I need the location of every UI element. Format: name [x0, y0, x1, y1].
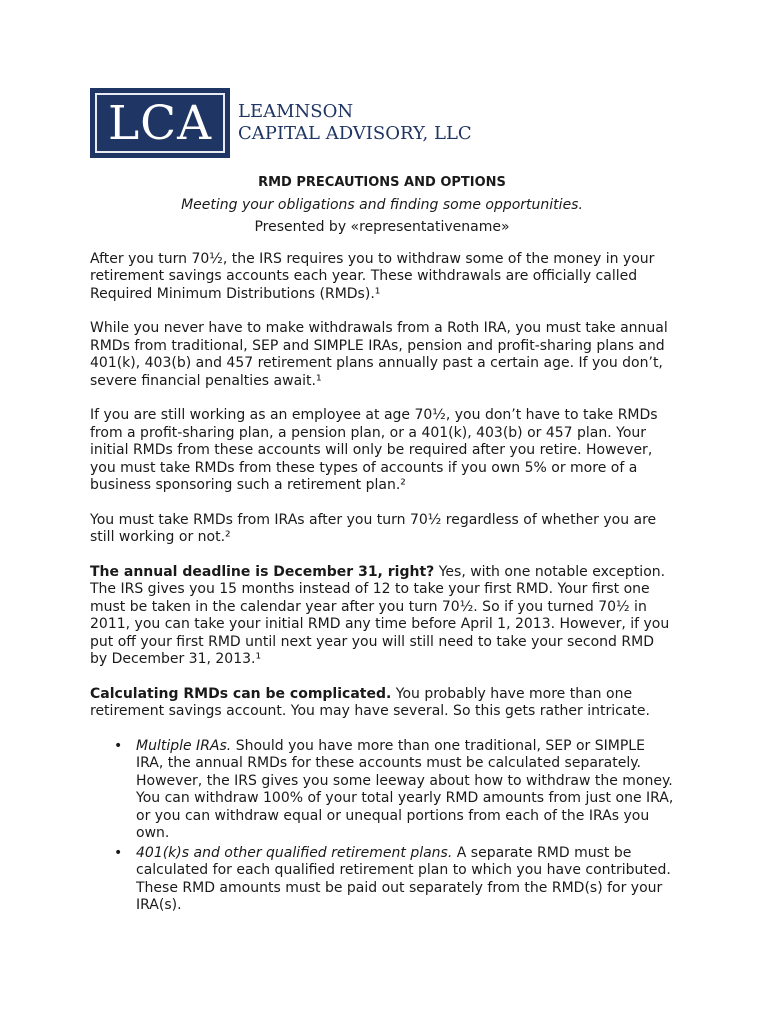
paragraph-calculating — [90, 686, 674, 721]
bullet-body: A separate RMD must be calculated for each qualified retirement plan to which you have contributed. These RMD amounts must be paid out separately from the RMD(s) for your IRA(s). — [136, 844, 671, 913]
bullet-marker: • — [114, 844, 123, 861]
deadline-body: Yes, with one notable exception. The IRS gives you 15 months instead of 12 to take your first RMD. Your first one must be taken in the calendar year after you turn 70½. So if you turned 70½ in 2011, you can take your initial RMD any time before April 1, 2013. However, if you put off your first RMD until next year you will still need to take your second RMD by December 31, 2013.¹ — [90, 563, 670, 667]
document-body — [90, 174, 674, 917]
list-item — [114, 737, 674, 843]
paragraph-intro: After you turn 70½, the IRS requires you to withdraw some of the money in your retirement savings accounts each year. These withdrawals are officially called Required Minimum Distributions (RMDs).¹ — [90, 250, 655, 302]
presented-by: Presented by «representativename» — [254, 219, 510, 235]
logo-mark — [90, 88, 230, 158]
paragraph-deadline — [90, 564, 674, 669]
document-title: RMD PRECAUTIONS AND OPTIONS — [258, 175, 506, 190]
logo-wordmark — [238, 101, 472, 145]
bullet-body: Should you have more than one traditional, SEP or SIMPLE IRA, the annual RMDs for these accounts must be calculated separately. However, the IRS gives you some leeway about how to withdraw the money. You can withdraw 100% of your total yearly RMD amounts from just one IRA, or you can withdraw equal or unequal portions from each of the IRAs you own. — [136, 737, 674, 841]
paragraph-roth: While you never have to make withdrawals from a Roth IRA, you must take annual RMDs from traditional, SEP and SIMPLE IRAs, pension and profit-sharing plans and 401(k), 403(b) and 457 retirement plans annually past a certain age. If you don’t, severe financial penalties await.¹ — [90, 320, 668, 389]
deadline-lead: The annual deadline is December 31, right? — [90, 563, 435, 580]
bullet-lead: 401(k)s and other qualified retirement plans. — [136, 844, 453, 861]
bullet-lead: Multiple IRAs. — [136, 737, 232, 754]
company-logo — [90, 89, 472, 157]
document-subtitle: Meeting your obligations and finding some opportunities. — [181, 196, 583, 213]
list-item — [114, 844, 674, 915]
paragraph-iras: You must take RMDs from IRAs after you turn 70½ regardless of whether you are still working or not.² — [90, 511, 657, 545]
bullet-marker: • — [114, 737, 123, 754]
paragraph-working: If you are still working as an employee at age 70½, you don’t have to take RMDs from a profit-sharing plan, a pension plan, or a 401(k), 403(b) or 457 plan. Your initial RMDs from these accounts will only be required after you retire. However, you must take RMDs from these types of accounts if you own 5% or more of a business sponsoring such a retirement plan.² — [90, 407, 658, 493]
logo-line-1: LEAMNSON — [238, 101, 354, 122]
bullet-list — [90, 738, 674, 915]
calculating-lead: Calculating RMDs can be complicated. — [90, 685, 392, 702]
logo-line-2: CAPITAL ADVISORY, LLC — [238, 123, 472, 144]
logo-mark-text: LCA — [107, 95, 213, 151]
calculating-body: You probably have more than one retirement savings account. You may have several. So this gets rather intricate. — [90, 685, 650, 719]
